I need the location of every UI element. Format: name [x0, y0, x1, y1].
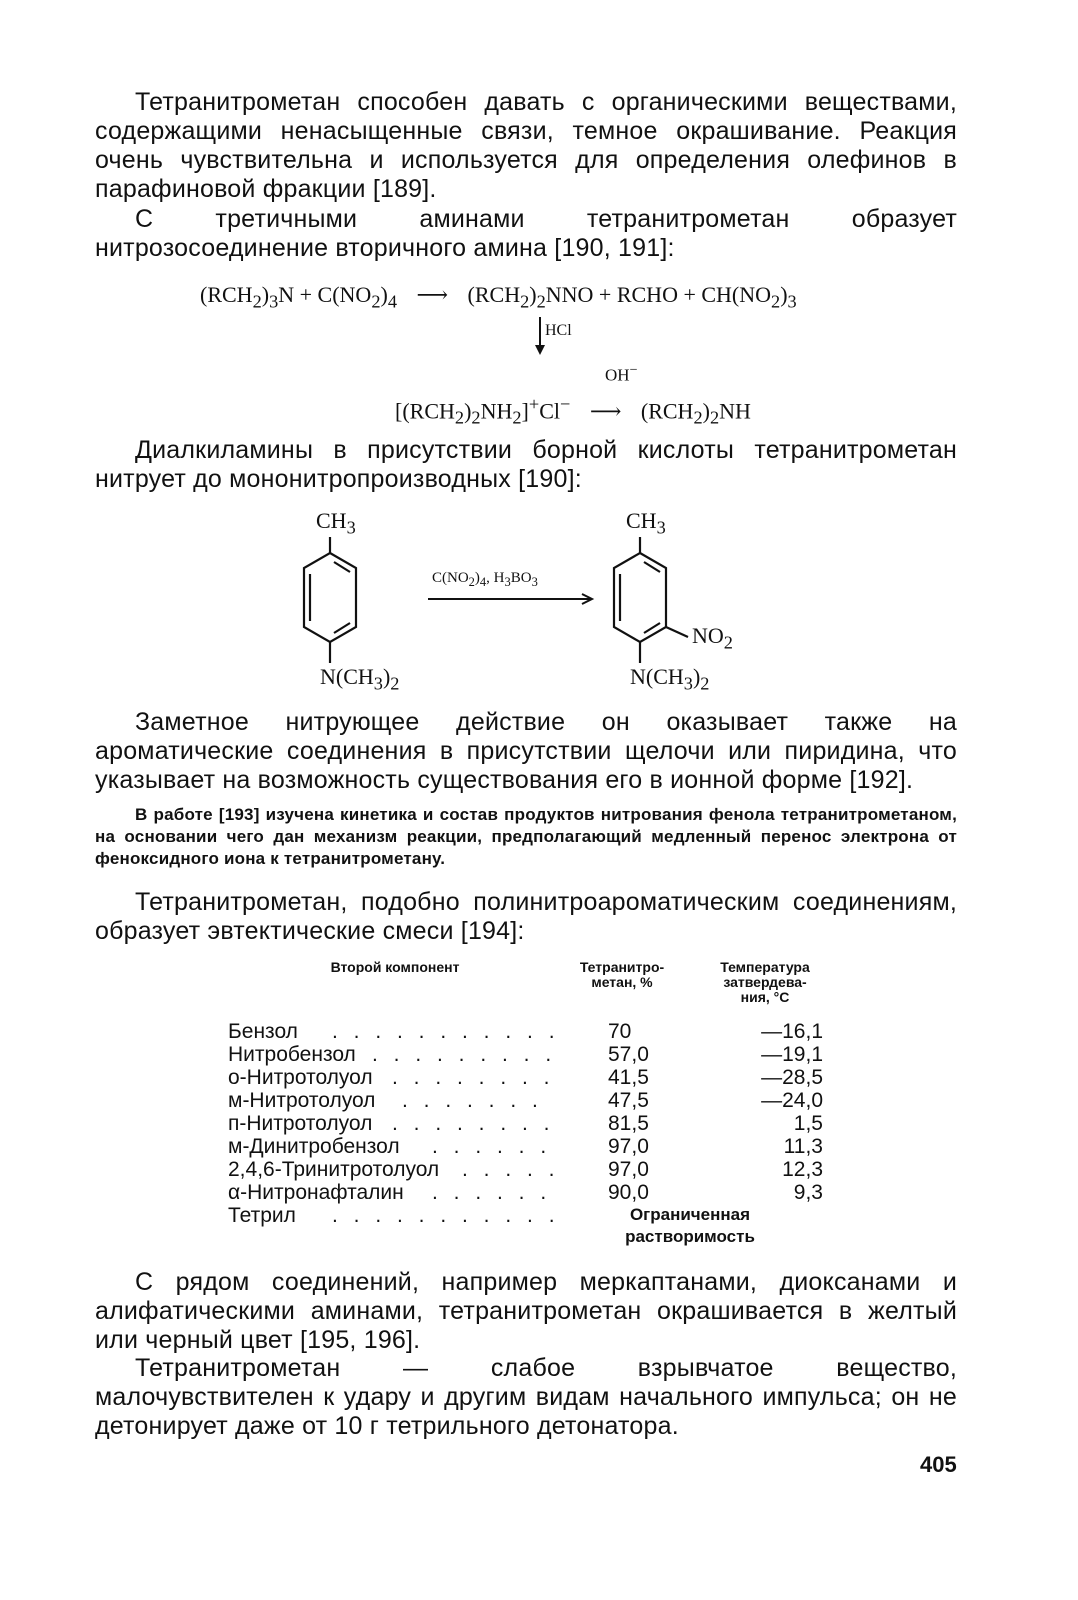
paragraph-4: Заметное нитрующее действие он оказывает также на ароматические соединения в присутствии щелочи или пиридина, что указывает на возможность существования его в ионной форме [192]. — [95, 708, 957, 794]
paragraph-2: С третичными аминами тетранитрометан образует нитрозосоединение вторичного амина [190, 191]: — [95, 205, 957, 262]
table-row: м-Нитротолуол . . . . . . . 47,5 —24,0 — [228, 1089, 823, 1112]
benzene-ring-right — [614, 537, 688, 663]
table-row: Тетрил . . . . . . . . . . . — [228, 1204, 560, 1227]
reaction-1-line-2: $[(RCH_2)_2NH_2]^+Cl^-$ ⟶ $(RCH_2)_2NH$ — [395, 394, 751, 428]
reaction-arrow — [428, 594, 592, 604]
hcl-label: HCl — [545, 322, 572, 339]
ch3-label-left: $CH_3$ — [316, 508, 356, 538]
reaction-1-line-1: $(RCH_2)_3N + C(NO_2)_4$ ⟶ $(RCH_2)_2NNO$ + RCHO + $CH(NO_2)_3$ — [200, 282, 797, 312]
table-header-component: Второй компонент — [330, 959, 460, 975]
table-row: Нитробензол . . . . . . . . . 57,0 —19,1 — [228, 1043, 823, 1066]
table-row: п-Нитротолуол . . . . . . . . 81,5 1,5 — [228, 1112, 823, 1135]
paragraph-3: Диалкиламины в присутствии борной кислоты тетранитрометан нитрует до мононитропроизводных [190]: — [95, 436, 957, 493]
page-number: 405 — [920, 1452, 957, 1477]
paragraph-6: Тетранитрометан, подобно полинитроароматическим соединениям, образует эвтектические смеси [194]: — [95, 888, 957, 945]
reagent-label: $C(NO_2)_4$, $H_3BO_3$ — [432, 570, 538, 589]
paragraph-8: Тетранитрометан — слабое взрывчатое вещество, малочувствителен к удару и другим видам начального импульса; он не детонирует даже от 10 г тетрильного детонатора. — [95, 1354, 957, 1440]
paragraph-5: В работе [193] изучена кинетика и состав продуктов нитрования фенола тетранитрометаном, на основании чего дан механизм реакции, предполагающий медленный перенос электрона от феноксидного иона к тетранитрометану. — [95, 805, 957, 868]
tetryl-note: Ограниченная растворимость — [625, 1205, 755, 1246]
paragraph-1: Тетранитрометан способен давать с органическими веществами, содержащими ненасыщенные связи, темное окрашивание. Реакция очень чувствительна и используется для определения олефинов в парафиновой фракции [189]. — [95, 88, 957, 203]
ch3-label-right: $CH_3$ — [626, 508, 666, 538]
paragraph-7: С рядом соединений, например меркаптанами, диоксанами и алифатическими аминами, тетранитрометан окрашивается в желтый или черный цвет [195, 196]. — [95, 1268, 957, 1354]
nme2-label-left: $N(CH_3)_2$ — [320, 664, 400, 694]
no2-label: $NO_2$ — [692, 623, 733, 653]
benzene-ring-left — [304, 537, 356, 663]
table-header-percent: Тетранитро- метан, % — [579, 959, 665, 990]
table-header-temperature: Температура затвердева- ния, °С — [720, 959, 810, 1005]
table-row: Бензол . . . . . . . . . . . 70 —16,1 — [228, 1020, 823, 1043]
table-row: 2,4,6-Тринитротолуол . . . . . 97,0 12,3 — [228, 1158, 823, 1181]
nme2-label-right: $N(CH_3)_2$ — [630, 664, 710, 694]
table-row: α-Нитронафталин . . . . . . 90,0 9,3 — [228, 1181, 823, 1204]
oh-label: OH− — [605, 362, 638, 385]
table-row: м-Динитробензол . . . . . . 97,0 11,3 — [228, 1135, 823, 1158]
table-row: о-Нитротолуол . . . . . . . . 41,5 —28,5 — [228, 1066, 823, 1089]
